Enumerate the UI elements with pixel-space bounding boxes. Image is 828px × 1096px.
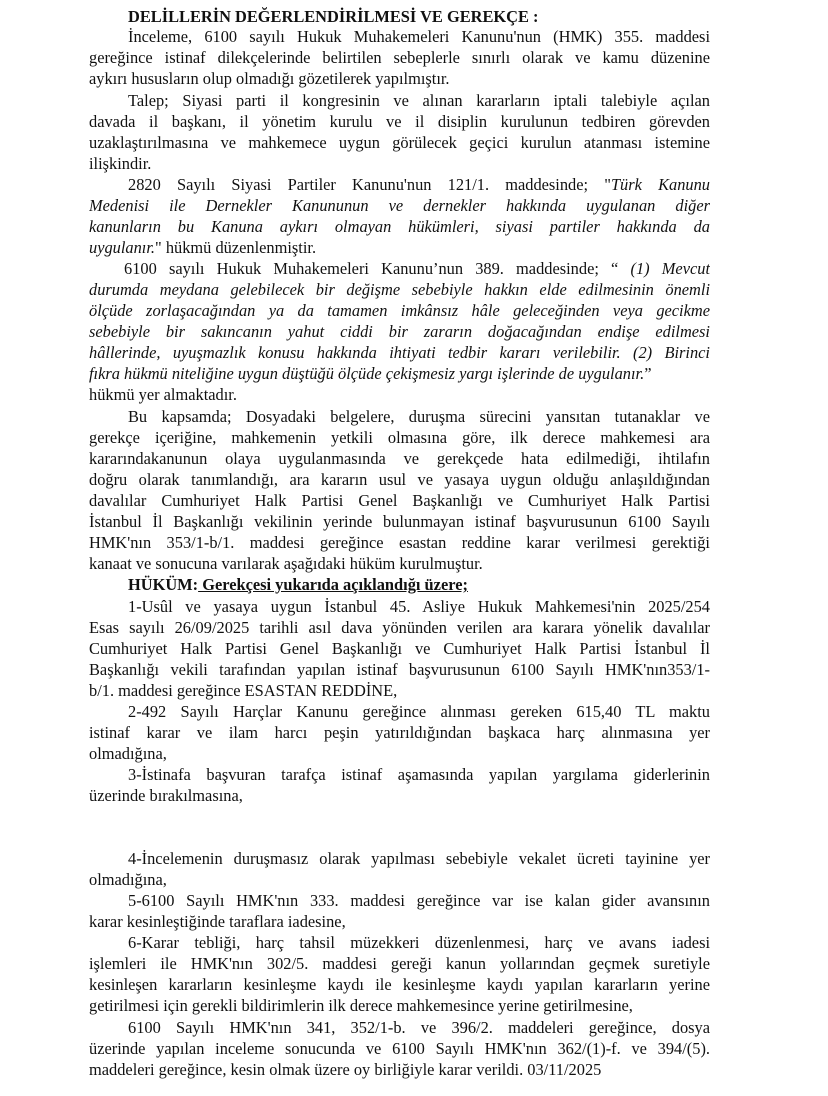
verdict-heading	[128, 574, 749, 595]
paragraph-line: kanaat ve sonucuna varılarak aşağıdaki hüküm kurulmuştur.	[89, 554, 483, 573]
quote-line	[89, 195, 710, 216]
final-paragraph-line: 6100 Sayılı HMK'nın 341, 352/1-b. ve 396/2. maddeleri gereğince, dosya	[128, 1018, 710, 1037]
quote-line	[89, 216, 710, 237]
verdict-item-line: 6-Karar tebliği, harç tahsil müzekkeri düzenlenmesi, harç ve avans iadesi	[128, 933, 710, 952]
verdict-label: HÜKÜM:	[128, 575, 199, 594]
verdict-item-line: 2-492 Sayılı Harçlar Kanunu gereğince alınması gereken 615,40 TL maktu	[128, 702, 710, 721]
paragraph-line: gereğince istinaf dilekçelerinde belirtilen sebeplerle sınırlı olarak ve kamu düzenine	[89, 48, 710, 67]
paragraph-line: kararındakanunun olaya uygulanmasında ve gerekçede hata edilmediği, ihtilafın	[89, 449, 710, 468]
paragraph-line: doğru olarak tanımlandığı, ara kararın usul ve yasaya uygun olduğu anlaşıldığından	[89, 470, 710, 489]
text-run: " hükmü düzenlenmiştir.	[155, 238, 317, 257]
verdict-item-line: 3-İstinafa başvuran tarafça istinaf aşamasında yapılan yargılama giderlerinin	[128, 765, 710, 784]
quote-line	[89, 342, 710, 363]
quote-text: hâllerinde, uyuşmazlık konusu hakkında ihtiyati tedbir kararı verilebilir. (2) Birinci	[89, 343, 710, 362]
verdict-item-line: Esas sayılı 26/09/2025 tarihli asıl dava yönünden verilen ara karara yönelik davalılar	[89, 618, 710, 637]
paragraph-line	[89, 237, 710, 258]
verdict-item-line: 5-6100 Sayılı HMK'nın 333. maddesi gereğince var ise kalan gider avansının	[128, 891, 710, 910]
paragraph-line: davada il başkanı, il yönetim kurulu ve il disiplin kurulunun tedbiren görevden	[89, 112, 710, 131]
text-run: 6100 sayılı Hukuk Muhakemeleri Kanunu’nun 389. maddesinde; “	[124, 259, 631, 278]
quote-text: uygulanır.	[89, 238, 156, 257]
paragraph-line	[124, 258, 710, 279]
paragraph-line: İnceleme, 6100 sayılı Hukuk Muhakemeleri Kanunu'nun (HMK) 355. maddesi	[128, 27, 710, 46]
paragraph-line: HMK'nın 353/1-b/1. maddesi gereğince esastan reddine karar verilmesi gerektiği	[89, 533, 710, 552]
paragraph-line: İstanbul İl Başkanlığı vekilinin yerinde bulunmayan istinaf başvurusunun 6100 Sayılı	[89, 512, 710, 531]
verdict-item-line: getirilmesi için gerekli bildirimlerin ilk derece mahkemesince yerine getirilmesine,	[89, 996, 633, 1015]
paragraph-line: uzaklaştırılmasına ve mahkemece uygun görülecek geçici kurulun atanması istemine	[89, 133, 710, 152]
text-run: 2820 Sayılı Siyasi Partiler Kanunu'nun 121/1. maddesinde; "	[128, 175, 611, 194]
verdict-item-line: Cumhuriyet Halk Partisi Genel Başkanlığı ve Cumhuriyet Halk Partisi İstanbul İl	[89, 639, 710, 658]
verdict-item-line: Başkanlığı vekili tarafından yapılan istinaf başvurusunun 6100 Sayılı HMK'nın353/1-	[89, 660, 710, 679]
quote-line	[89, 363, 710, 384]
paragraph-line: aykırı hususların olup olmadığı gözetilerek yapılmıştır.	[89, 69, 450, 88]
section-heading: DELİLLERİN DEĞERLENDİRİLMESİ VE GEREKÇE :	[128, 7, 539, 26]
paragraph-line: hükmü yer almaktadır.	[89, 385, 237, 404]
quote-text: kanunların bu Kanuna aykırı olmayan hükümleri, siyasi partiler hakkında da	[89, 217, 710, 236]
verdict-item-line: kesinleşen kararların kesinleşme kaydı ile kesinleşme kaydı yapılan kararların yerine	[89, 975, 710, 994]
verdict-item-line: 1-Usûl ve yasaya uygun İstanbul 45. Asliye Hukuk Mahkemesi'nin 2025/254	[128, 597, 710, 616]
paragraph-line: Talep; Siyasi parti il kongresinin ve alınan kararların iptali talebiyle açılan	[128, 91, 710, 110]
verdict-item-line: istinaf karar ve ilam harcı peşin yatırıldığından başkaca harç alınmasına yer	[89, 723, 710, 742]
verdict-item-line: olmadığına,	[89, 870, 167, 889]
verdict-intro: Gerekçesi yukarıda açıklandığı üzere;	[198, 575, 468, 594]
quote-text: fıkra hükmü niteliğine uygun düştüğü ölçüde çekişmesiz yargı işlerinde de uygulanır.	[89, 364, 645, 383]
paragraph-line: Bu kapsamda; Dosyadaki belgelere, duruşma sürecini yansıtan tutanaklar ve	[128, 407, 710, 426]
quote-line	[89, 279, 710, 300]
verdict-item-line: karar kesinleştiğinde taraflara iadesine,	[89, 912, 346, 931]
verdict-item-line: üzerinde bırakılmasına,	[89, 786, 243, 805]
paragraph-line	[128, 174, 710, 195]
verdict-item-line: 4-İncelemenin duruşmasız olarak yapılması sebebiyle vekalet ücreti tayinine yer	[128, 849, 710, 868]
quote-text: Medenisi ile Dernekler Kanununun ve dernekler hakkında uygulanan diğer	[89, 196, 710, 215]
quote-text: durumda meydana gelebilecek bir değişme sebebiyle hakkın elde edilmesinin önemli	[89, 280, 710, 299]
quote-text: sebebiyle bir sakıncanın yahut ciddi bir zararın doğacağından endişe edilmesi	[89, 322, 710, 341]
verdict-item-line: b/1. maddesi gereğince ESASTAN REDDİNE,	[89, 681, 398, 700]
paragraph-line: ilişkindir.	[89, 154, 152, 173]
text-run: ”	[644, 364, 652, 383]
paragraph-line: davalılar Cumhuriyet Halk Partisi Genel Başkanlığı ve Cumhuriyet Halk Partisi	[89, 491, 710, 510]
final-paragraph-line: maddeleri gereğince, kesin olmak üzere oy birliğiyle karar verildi. 03/11/2025	[89, 1060, 602, 1079]
verdict-item-line: işlemleri ile HMK'nın 302/5. maddesi gereği kanun yollarından geçmek suretiyle	[89, 954, 710, 973]
quote-line	[89, 321, 710, 342]
quote-line	[89, 300, 710, 321]
paragraph-line: gerekçe içeriğine, mahkemenin yetkili olmasına göre, ilk derece mahkemesi ara	[89, 428, 710, 447]
verdict-item-line: olmadığına,	[89, 744, 167, 763]
quote-text: ölçüde zorlaşacağından ya da tamamen imkânsız hâle geleceğinden veya gecikme	[89, 301, 710, 320]
quote-text: (1) Mevcut	[630, 259, 710, 278]
final-paragraph-line: üzerinde yapılan inceleme sonucunda ve 6100 Sayılı HMK'nın 362/(1)-f. ve 394/(5).	[89, 1039, 710, 1058]
quote-text: Türk Kanunu	[610, 175, 710, 194]
